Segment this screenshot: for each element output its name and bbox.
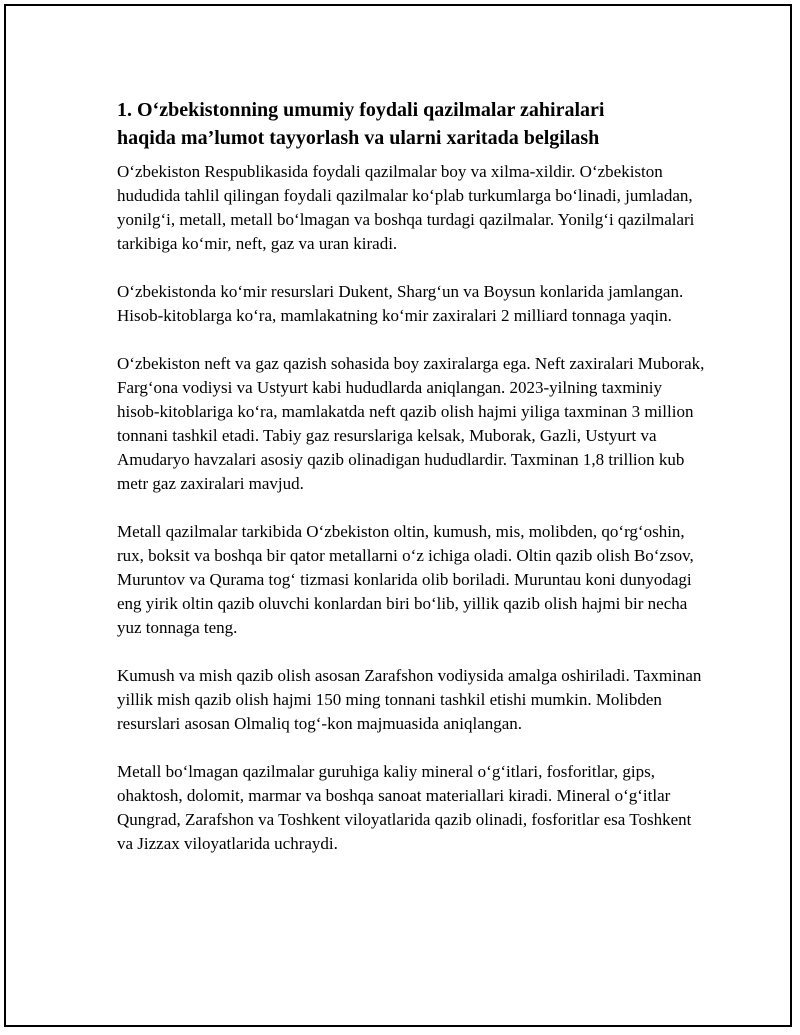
document-body bbox=[117, 96, 707, 880]
paragraph-intro: O‘zbekiston Respublikasida foydali qazilmalar boy va xilma-xildir. O‘zbekiston hududida tahlil qilingan foydali qazilmalar ko‘plab turkumlarga bo‘linadi, jumladan, yonilg‘i, metall, metall bo‘lmagan va boshqa turdagi qazilmalar. Yonilg‘i qazilmalari tarkibiga ko‘mir, neft, gaz va uran kiradi. bbox=[117, 162, 695, 253]
paragraph-metals: Metall qazilmalar tarkibida O‘zbekiston oltin, kumush, mis, molibden, qo‘rg‘oshin, rux, boksit va boshqa bir qator metallarni o‘z ichiga oladi. Oltin qazib olish Bo‘zsov, Muruntov va Qurama tog‘ tizmasi konlarida olib boriladi. Muruntau koni dunyodagi eng yirik oltin qazib oluvchi konlardan biri bo‘lib, yillik qazib olish hajmi bir necha yuz tonnaga teng. bbox=[117, 522, 694, 637]
paragraph-silver-copper: Kumush va mish qazib olish asosan Zarafshon vodiysida amalga oshiriladi. Taxminan yillik mish qazib olish hajmi 150 ming tonnani tashkil etishi mumkin. Molibden resurslari asosan Olmaliq tog‘-kon majmuasida aniqlangan. bbox=[117, 666, 702, 733]
paragraph-non-metals: Metall bo‘lmagan qazilmalar guruhiga kaliy mineral o‘g‘itlari, fosforitlar, gips, ohaktosh, dolomit, marmar va boshqa sanoat materiallari kiradi. Mineral o‘g‘itlar Qungrad, Zarafshon va Toshkent viloyatlarida qazib olinadi, fosforitlar esa Toshkent va Jizzax viloyatlarida uchraydi. bbox=[117, 762, 692, 853]
heading-line-2: haqida ma’lumot tayyorlash va ularni xaritada belgilash bbox=[117, 127, 600, 149]
heading-line-1: 1. O‘zbekistonning umumiy foydali qazilmalar zahiralari bbox=[117, 99, 605, 121]
section-heading bbox=[117, 96, 707, 152]
paragraph-coal: O‘zbekistonda ko‘mir resurslari Dukent, Sharg‘un va Boysun konlarida jamlangan. Hisob-kitoblarga ko‘ra, mamlakatning ko‘mir zaxiralari 2 milliard tonnaga yaqin. bbox=[117, 282, 684, 325]
paragraph-oil-gas: O‘zbekiston neft va gaz qazish sohasida boy zaxiralarga ega. Neft zaxiralari Muborak, Farg‘ona vodiysi va Ustyurt kabi hududlarda aniqlangan. 2023-yilning taxminiy hisob-kitoblariga ko‘ra, mamlakatda neft qazib olish hajmi yiliga taxminan 3 million tonnani tashkil etadi. Tabiy gaz resurslariga kelsak, Muborak, Gazli, Ustyurt va Amudaryo havzalari asosiy qazib olinadigan hududlardir. Taxminan 1,8 trillion kub metr gaz zaxiralari mavjud. bbox=[117, 354, 705, 493]
